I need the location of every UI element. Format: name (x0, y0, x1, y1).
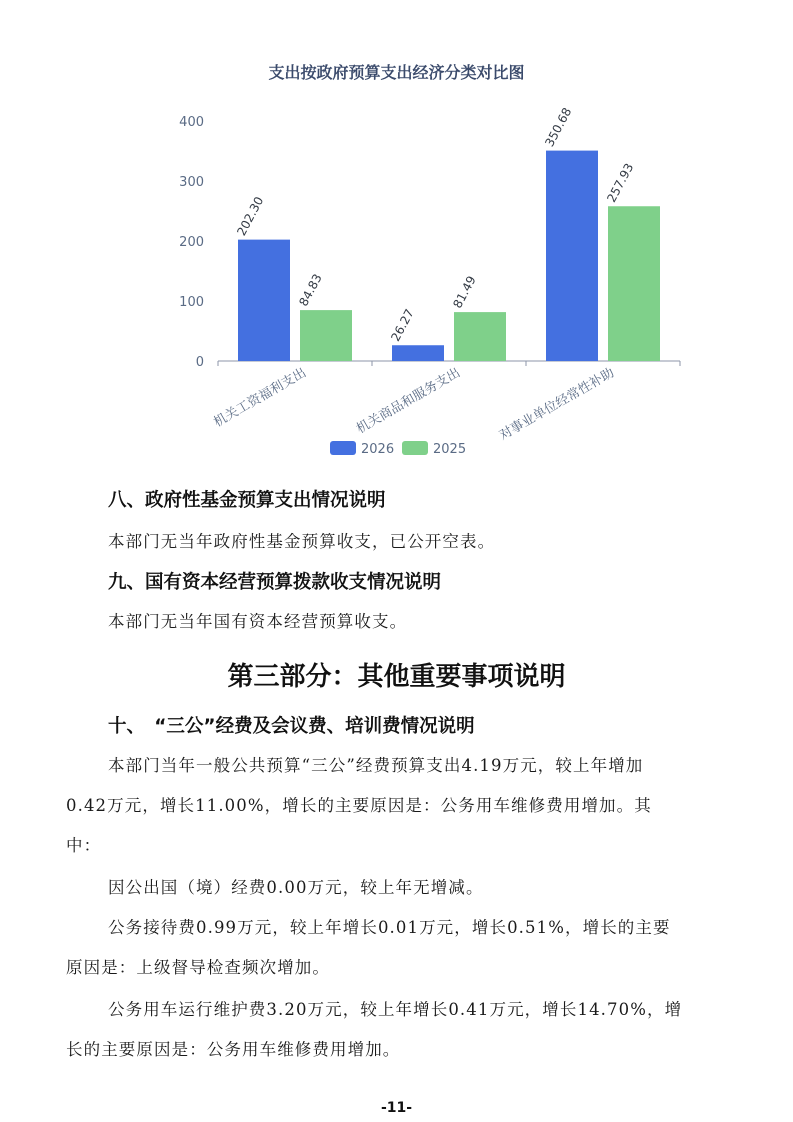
section-9-heading: 九、国有资本经营预算拨款收支情况说明 (108, 572, 442, 593)
data-label: 350.68 (542, 105, 575, 150)
page-number: -11- (380, 1100, 413, 1116)
bar-2025-3 (608, 206, 660, 361)
section-10-para-2: 因公出国（境）经费0.00万元，较上年无增减。 (108, 878, 484, 897)
legend-swatch-2025 (402, 441, 428, 455)
legend-label-2025: 2025 (433, 442, 467, 457)
data-label: 84.83 (296, 271, 325, 309)
category-label: 对事业单位经常性补助 (496, 365, 617, 444)
section-10-para-1-line-3: 中： (66, 836, 102, 855)
legend-swatch-2026 (330, 441, 356, 455)
category-label: 机关工资福利支出 (211, 365, 309, 431)
section-10-heading: 十、 “三公”经费及会议费、培训费情况说明 (108, 716, 475, 737)
section-8-heading: 八、政府性基金预算支出情况说明 (108, 490, 386, 511)
y-tick-label: 200 (179, 235, 204, 250)
bar-2026-3 (546, 151, 598, 361)
category-label: 机关商品和服务支出 (354, 365, 463, 437)
y-tick-label: 300 (179, 175, 204, 190)
data-label: 257.93 (604, 160, 637, 205)
section-8-body: 本部门无当年政府性基金预算收支，已公开空表。 (108, 532, 496, 551)
chart-title: 支出按政府预算支出经济分类对比图 (268, 63, 525, 82)
data-label: 202.30 (234, 194, 267, 239)
section-10-para-1-line-1: 本部门当年一般公共预算“三公”经费预算支出4.19万元，较上年增加 (108, 756, 644, 775)
bar-2026-1 (238, 240, 290, 361)
section-10-para-4-line-2: 长的主要原因是：公务用车维修费用增加。 (66, 1040, 401, 1059)
bar-chart (0, 0, 793, 470)
data-label: 81.49 (450, 273, 479, 311)
y-tick-label: 400 (179, 115, 204, 130)
bar-2026-2 (392, 345, 444, 361)
part-3-title: 第三部分：其他重要事项说明 (227, 662, 566, 692)
section-10-para-1-line-2: 0.42万元，增长11.00%，增长的主要原因是：公务用车维修费用增加。其 (66, 796, 652, 815)
bar-2025-1 (300, 310, 352, 361)
bar-2025-2 (454, 312, 506, 361)
legend-label-2026: 2026 (361, 442, 395, 457)
section-10-para-3-line-1: 公务接待费0.99万元，较上年增长0.01万元，增长0.51%，增长的主要 (108, 918, 671, 937)
y-tick-label: 100 (179, 295, 204, 310)
y-tick-label: 0 (195, 355, 204, 370)
section-10-para-4-line-1: 公务用车运行维护费3.20万元，较上年增长0.41万元，增长14.70%，增 (108, 1000, 683, 1019)
data-label: 26.27 (388, 306, 417, 344)
section-10-para-3-line-2: 原因是：上级督导检查频次增加。 (66, 958, 330, 977)
section-9-body: 本部门无当年国有资本经营预算收支。 (108, 612, 408, 631)
